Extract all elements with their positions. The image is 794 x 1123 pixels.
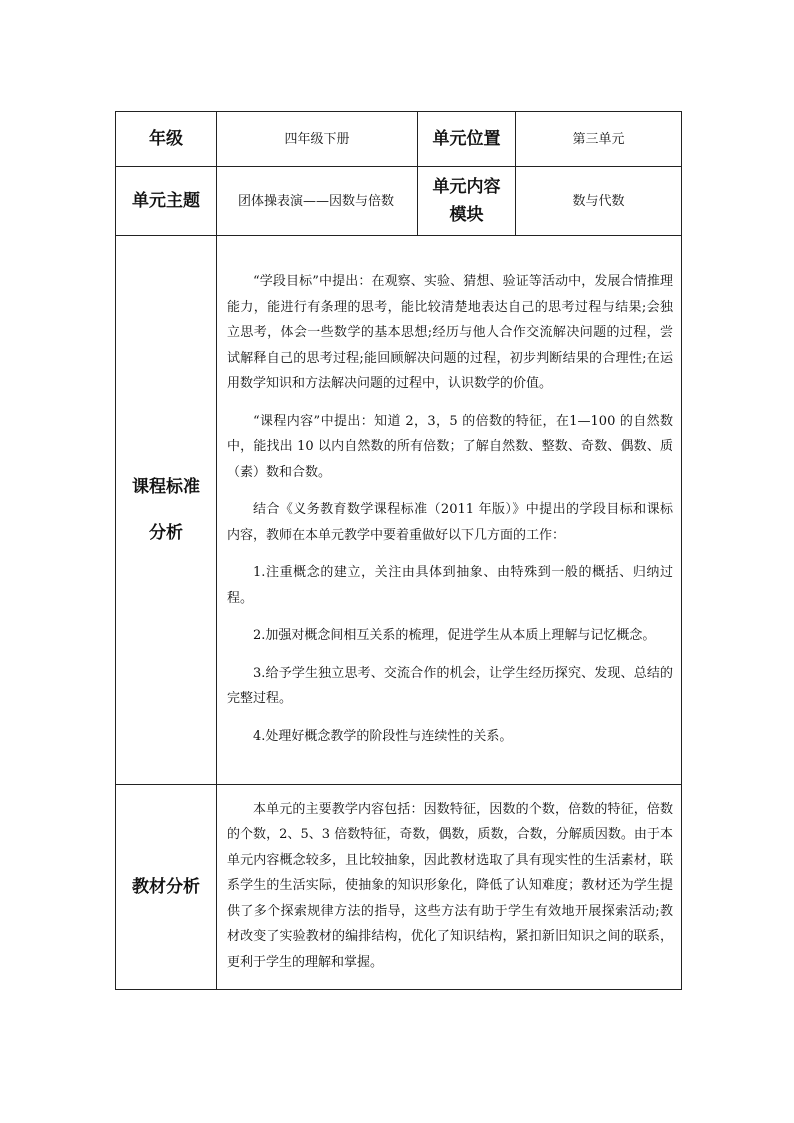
- textbook-analysis-content: [217, 785, 682, 990]
- standard-paragraph-2: “课程内容”中提出：知道 2，3，5 的倍数的特征，在1—100 的自然数中，能找出 10 以内自然数的所有倍数；了解自然数、整数、奇数、偶数、质（素）数和合数。: [227, 413, 673, 480]
- standard-paragraph-1: “学段目标”中提出：在观察、实验、猜想、验证等活动中，发展合情推理能力，能进行有条理的思考，能比较清楚地表达自己的思考过程与结果;会独立思考，体会一些数学的基本思想;经历与他人合作交流解决问题的过程，尝试解释自己的思考过程;能回顾解决问题的过程，初步判断结果的合理性;在运用数学知识和方法解决问题的过程中，认识数学的价值。: [227, 274, 673, 391]
- standard-paragraph-7: 4.处理好概念教学的阶段性与连续性的关系。: [253, 728, 513, 744]
- table-row: [116, 112, 682, 167]
- unit-position-label: 单元位置: [418, 112, 516, 167]
- curriculum-standard-label-line2: 分析: [149, 523, 183, 543]
- textbook-analysis-label: 教材分析: [116, 785, 217, 990]
- table-row: [116, 167, 682, 236]
- grade-label: 年级: [116, 112, 217, 167]
- grade-value: 四年级下册: [217, 112, 418, 167]
- unit-theme-value: 团体操表演——因数与倍数: [217, 167, 418, 236]
- unit-analysis-table: [115, 111, 682, 990]
- standard-paragraph-6: 3.给予学生独立思考、交流合作的机会，让学生经历探究、发现、总结的完整过程。: [227, 665, 673, 706]
- unit-position-value: 第三单元: [516, 112, 682, 167]
- content-module-label: 单元内容模块: [418, 167, 516, 236]
- content-module-value: 数与代数: [516, 167, 682, 236]
- unit-theme-label: 单元主题: [116, 167, 217, 236]
- curriculum-standard-label: [116, 236, 217, 785]
- curriculum-standard-label-line1: 课程标准: [132, 477, 200, 497]
- standard-paragraph-3: 结合《义务教育数学课程标准（2011 年版）》中提出的学段目标和课标内容，教师在本单元教学中要着重做好以下几方面的工作：: [227, 502, 673, 543]
- curriculum-standard-content: [217, 236, 682, 785]
- table-row: [116, 236, 682, 785]
- table-row: [116, 785, 682, 990]
- standard-paragraph-5: 2.加强对概念间相互关系的梳理，促进学生从本质上理解与记忆概念。: [253, 628, 656, 643]
- standard-paragraph-4: 1.注重概念的建立，关注由具体到抽象、由特殊到一般的概括、归纳过程。: [227, 565, 673, 606]
- textbook-paragraph: 本单元的主要教学内容包括：因数特征，因数的个数，倍数的特征，倍数的个数，2、5、3 倍数特征，奇数，偶数，质数，合数，分解质因数。由于本单元内容概念较多，且比较抽象，因此教材选取了具有现实性的生活素材，联系学生的生活实际，使抽象的知识形象化，降低了认知难度；教材还为学生提供了多个探索规律方法的指导，这些方法有助于学生有效地开展探索活动;教材改变了实验教材的编排结构，优化了知识结构，紧扣新旧知识之间的联系，更利于学生的理解和掌握。: [227, 801, 673, 970]
